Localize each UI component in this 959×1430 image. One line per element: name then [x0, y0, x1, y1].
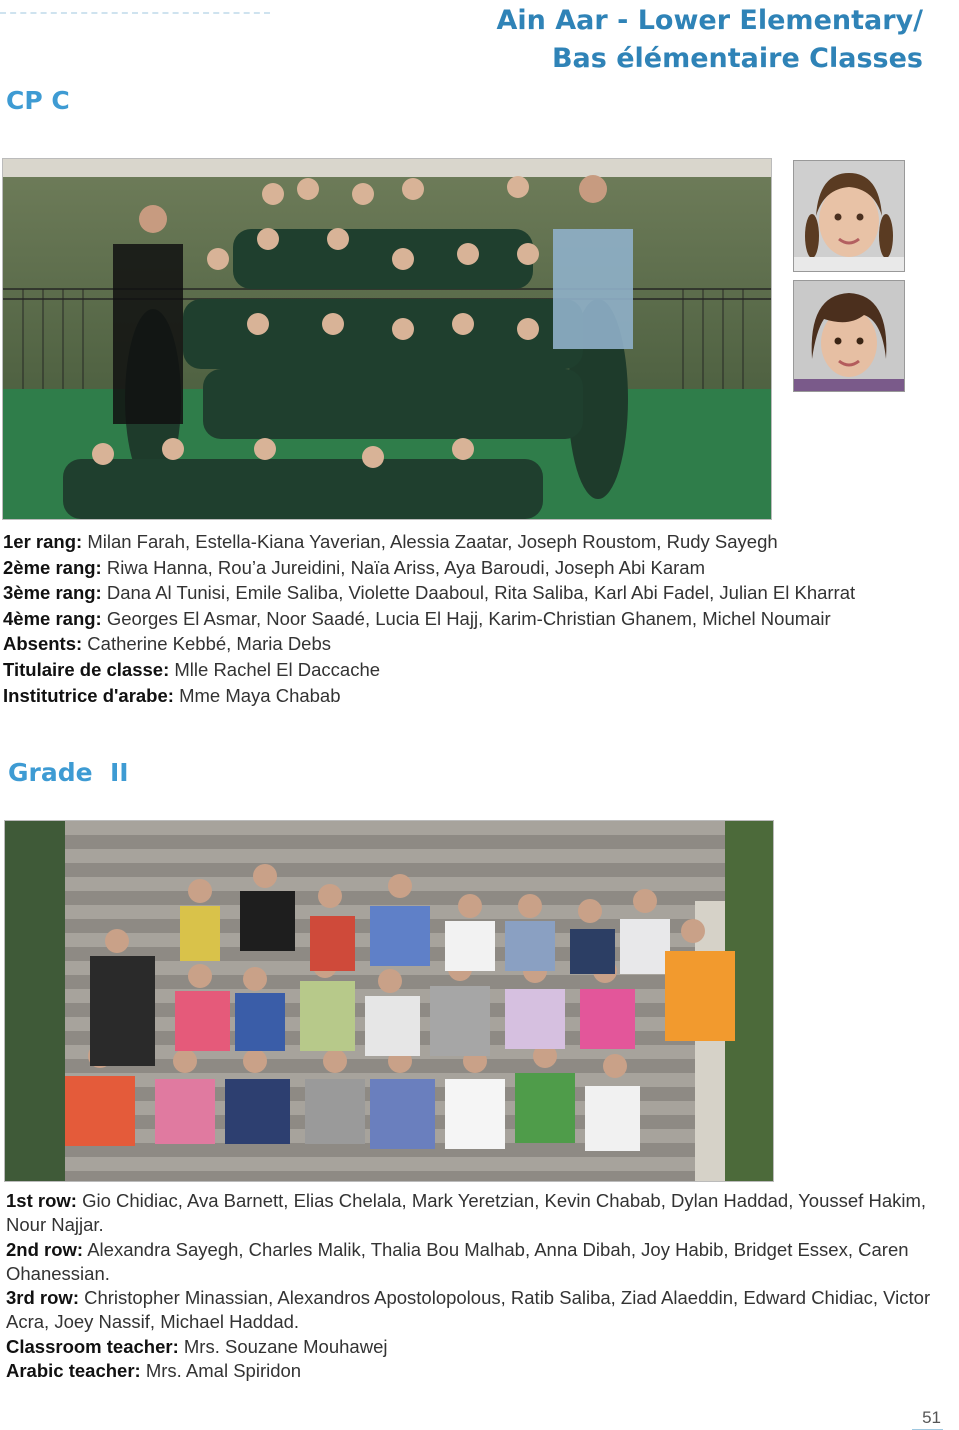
row-names: Riwa Hanna, Rou’a Jureidini, Naïa Ariss, Aya Baroudi, Joseph Abi Karam: [106, 556, 706, 578]
row-names: Mlle Rachel El Daccache: [174, 658, 381, 680]
decorative-dash-line: [0, 12, 270, 14]
caption-row: [6, 1335, 956, 1359]
row-names: Georges El Asmar, Noor Saadé, Lucia El Hajj, Karim-Christian Ghanem, Michel Noumair: [106, 607, 831, 629]
row-names: Mrs. Amal Spiridon: [145, 1360, 302, 1382]
header-title-line2: Bas élémentaire Classes: [551, 43, 923, 74]
page-number: 51: [912, 1408, 943, 1430]
caption-row: [3, 657, 953, 683]
portrait-photo-1: [793, 160, 905, 272]
row-label: 1er rang:: [3, 531, 83, 552]
caption-row: [6, 1189, 956, 1238]
row-label: 2nd row:: [6, 1238, 84, 1260]
row-label: Institutrice d'arabe:: [3, 684, 174, 706]
row-names: Mrs. Souzane Mouhawej: [183, 1335, 388, 1357]
row-label: Absents:: [3, 633, 83, 655]
row-names: Catherine Kebbé, Maria Debs: [87, 633, 332, 655]
caption-row: [6, 1286, 956, 1335]
row-names: Alexandra Sayegh, Charles Malik, Thalia Bou Malhab, Anna Dibah, Joy Habib, Bridget Essex, Caren Ohanessian.: [6, 1238, 909, 1284]
caption-row: [6, 1238, 956, 1287]
row-label: 3rd row:: [6, 1287, 79, 1309]
row-names: Mme Maya Chabab: [179, 684, 341, 706]
class-photo-grade-ii: [4, 820, 774, 1182]
portrait-photo-2: [793, 280, 905, 392]
page-header: [496, 2, 923, 78]
row-label: Classroom teacher:: [6, 1335, 179, 1357]
row-names: Milan Farah, Estella-Kiana Yaverian, Alessia Zaatar, Joseph Roustom, Rudy Sayegh: [87, 531, 778, 552]
row-label: 3ème rang:: [3, 582, 102, 604]
caption-row: [3, 555, 953, 581]
caption-row: [3, 580, 953, 606]
row-label: 4ème rang:: [3, 607, 102, 629]
caption-row: [3, 529, 953, 555]
caption-row: [3, 606, 953, 632]
row-label: 2ème rang:: [3, 556, 102, 578]
section-title-grade-ii: Grade II: [8, 758, 129, 787]
row-names: Gio Chidiac, Ava Barnett, Elias Chelala, Mark Yeretzian, Kevin Chabab, Dylan Haddad, Youssef Hakim, Nour Najjar.: [6, 1190, 927, 1236]
section-title-cpc: CP C: [6, 86, 70, 115]
caption-cpc: [3, 529, 953, 708]
caption-row: [6, 1359, 956, 1383]
row-label: 1st row:: [6, 1190, 77, 1211]
caption-row: [3, 683, 953, 709]
row-names: Christopher Minassian, Alexandros Apostolopolous, Ratib Saliba, Ziad Alaeddin, Edward Chidiac, Victor Acra, Joey Nassif, Michael Haddad.: [6, 1287, 931, 1333]
caption-row: [3, 631, 953, 657]
row-label: Arabic teacher:: [6, 1360, 141, 1382]
caption-grade-ii: [6, 1189, 956, 1383]
class-photo-cpc: [2, 158, 772, 520]
header-title-line1: Ain Aar - Lower Elementary/: [496, 5, 923, 36]
row-names: Dana Al Tunisi, Emile Saliba, Violette Daaboul, Rita Saliba, Karl Abi Fadel, Julian El Kharrat: [106, 582, 856, 604]
row-label: Titulaire de classe:: [3, 658, 170, 680]
